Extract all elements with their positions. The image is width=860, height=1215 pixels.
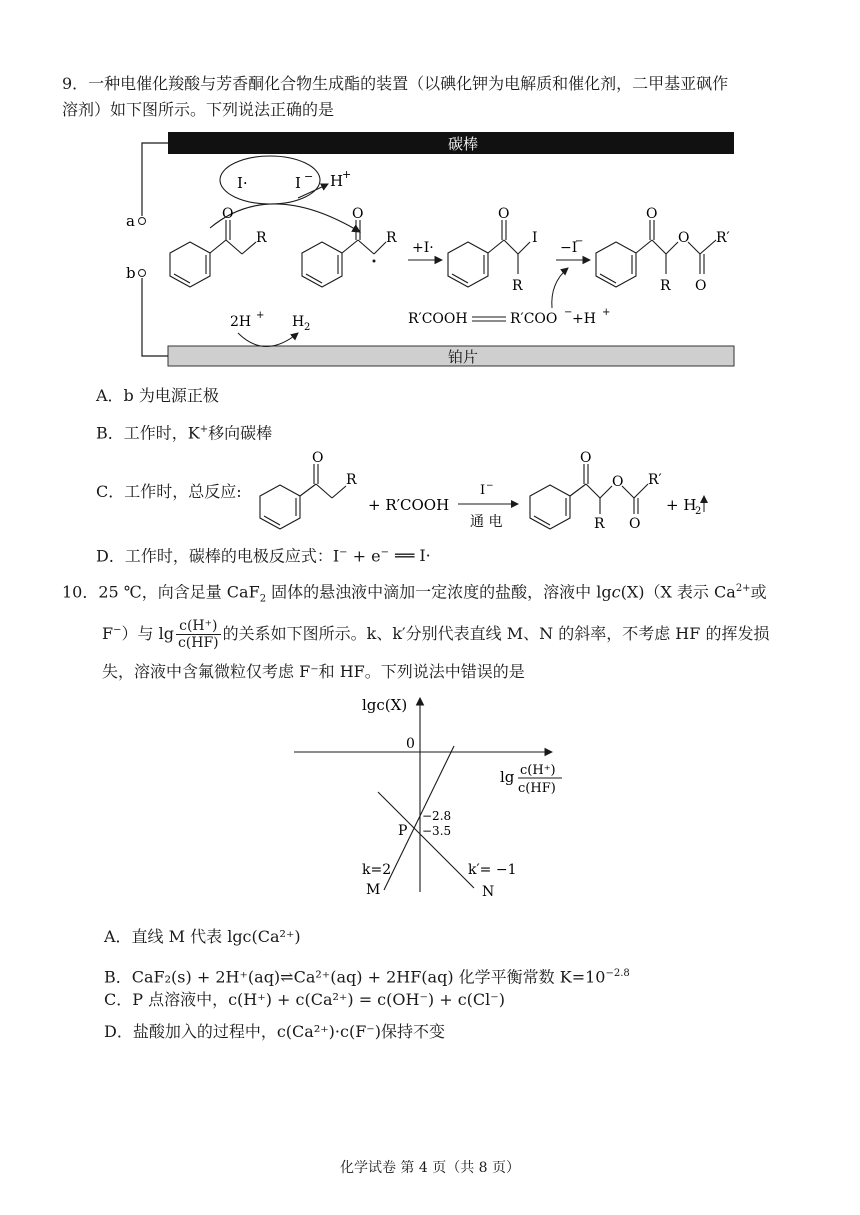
iodo-substituent: I xyxy=(532,230,538,246)
r-1: R xyxy=(256,230,267,246)
q10-stem-2b: ）与 lg xyxy=(121,624,174,643)
q10-option-c: C．P 点溶液中，c(H⁺) + c(Ca²⁺) = c(OH⁻) + c(Cl⁻) xyxy=(104,990,505,1009)
q9-option-d: D．工作时，碳棒的电极反应式：I− + e− ══ I· xyxy=(96,546,431,566)
q10-graph xyxy=(290,692,580,906)
svg-text:R: R xyxy=(346,472,357,488)
q10-stem-2c: 的关系如下图所示。k、k′分别代表直线 M、N 的斜率，不考虑 HF 的挥发损 xyxy=(222,624,770,643)
y-axis-label: lgc(X) xyxy=(362,696,408,714)
svg-text:2: 2 xyxy=(695,506,702,517)
q9-option-c-prefix: C．工作时，总反应: xyxy=(96,482,242,501)
o-4: O xyxy=(646,206,658,222)
r-2: R xyxy=(386,230,397,246)
iodide: I xyxy=(295,174,301,192)
r-3: R xyxy=(512,278,523,294)
q9-option-a: A．b 为电源正极 xyxy=(96,386,219,405)
wire-a xyxy=(142,143,168,216)
o-ester: O xyxy=(678,230,690,246)
q10-stem-line1: 10．25 ℃，向含足量 CaF$_2$ 固体的悬浊液中滴加一定浓度的盐酸，溶液中 lgc(X)（X 表示 $Ca^{2+}$或 xyxy=(62,582,767,605)
slope-N-label: k′= −1 xyxy=(468,862,517,878)
q10-stem-line3: 失，溶液中含氟微粒仅考虑 F⁻和 HF。下列说法中错误的是 xyxy=(102,662,525,681)
q10-option-d: D．盐酸加入的过程中，c(Ca²⁺)·c(F⁻)保持不变 xyxy=(104,1022,445,1041)
svg-text:O: O xyxy=(629,516,641,532)
plus-iodine-radical: +I· xyxy=(412,240,434,256)
wire-b xyxy=(142,278,168,356)
q9-option-d-main: D．工作时，碳棒的电极反应式：I xyxy=(96,546,340,566)
terminal-a-circle xyxy=(139,218,146,225)
terminal-b-circle xyxy=(139,270,146,277)
o-3: O xyxy=(498,206,510,222)
q10-stem-fraction: $\frac{c(H^+)}{c(HF)}$ xyxy=(177,618,219,651)
acid-right: R′COO xyxy=(510,311,558,327)
svg-text:+: + xyxy=(256,310,265,321)
svg-text:O: O xyxy=(580,450,592,466)
r-4: R xyxy=(660,278,671,294)
q10-option-b xyxy=(104,963,630,988)
svg-text:R′: R′ xyxy=(648,472,662,488)
svg-text:O: O xyxy=(312,450,324,466)
carbon-rod-label: 碳棒 xyxy=(447,135,479,153)
o-2: O xyxy=(352,206,364,222)
x-axis-num: c(H⁺) xyxy=(520,763,556,778)
svg-text:+: + xyxy=(342,168,352,181)
q10-stem-1d: (X)（X 表示 Ca xyxy=(620,582,736,602)
x-axis-den: c(HF) xyxy=(518,781,556,796)
c-catalyst: I xyxy=(480,483,486,498)
h2: H xyxy=(292,314,305,330)
svg-text:R: R xyxy=(594,516,605,532)
line-N-label: N xyxy=(482,884,495,900)
tick-upper: −2.8 xyxy=(422,809,452,823)
o-carbonyl: O xyxy=(695,278,707,294)
radical-molecule xyxy=(302,220,386,287)
q10-stem-1b: 固体的悬浊液中滴加一定浓度的盐酸，溶液中 lg xyxy=(266,582,612,602)
q10-stem-1e: 或 xyxy=(750,582,767,602)
q9-option-b: B．工作时，K+移向碳棒 xyxy=(96,423,273,443)
svg-text:O: O xyxy=(612,474,624,490)
q10-option-b-exp: −2.8 xyxy=(605,968,630,979)
svg-text:−: − xyxy=(304,170,314,183)
x-axis-prefix: lg xyxy=(500,768,515,786)
q9-stem-line2: 溶剂）如下图所示。下列说法正确的是 xyxy=(62,100,335,119)
c-condition: 通 电 xyxy=(470,514,503,530)
h-plus-top: H xyxy=(330,172,344,190)
ketone-molecule-1 xyxy=(170,220,256,287)
q10-stem-1a: 10．25 ℃，向含足量 CaF xyxy=(62,582,260,602)
point-P: P xyxy=(398,823,408,839)
terminal-b-label: b xyxy=(126,264,136,282)
q9-electrolysis-diagram xyxy=(120,128,740,374)
svg-text:−: − xyxy=(486,481,494,491)
two-h-plus: 2H xyxy=(230,314,252,330)
terminal-a-label: a xyxy=(126,212,135,230)
tick-lower: −3.5 xyxy=(422,824,452,838)
line-M-label: M xyxy=(366,882,381,898)
q9-option-d-product: ══ I· xyxy=(394,546,431,566)
svg-text:2: 2 xyxy=(304,322,311,333)
q9-stem-line1: 9．一种电催化羧酸与芳香酮化合物生成酯的装置（以碘化钾为电解质和催化剂，二甲基亚砜作 xyxy=(62,74,729,93)
reduction-arrow xyxy=(238,333,298,347)
iodo-intermediate xyxy=(448,220,530,287)
q10-option-a: A．直线 M 代表 lgc(Ca²⁺) xyxy=(104,927,301,946)
c-plus-acid: + R′COOH xyxy=(368,496,450,514)
q9-option-b-prefix: B．工作时，K xyxy=(96,423,200,443)
q10-stem-2a: F xyxy=(102,624,114,643)
q10-stem-line2: F−）与 lg $\frac{c(H^+)}{c(HF)}$ 的关系如下图所示。k、k′分别代表直线 M、N 的斜率，不考虑 HF 的挥发损 xyxy=(102,618,770,651)
q9-option-c-equation xyxy=(250,448,720,534)
c-h2: + H xyxy=(666,496,697,514)
minus-iodide: −I xyxy=(560,240,578,256)
o-1: O xyxy=(222,206,234,222)
page-footer: 化学试卷 第 4 页（共 8 页） xyxy=(339,1160,521,1176)
q9-option-d-tail: + e xyxy=(347,546,381,566)
q10-option-b-main: B．CaF₂(s) + 2H⁺(aq)⇌Ca²⁺(aq) + 2HF(aq) 化学平衡常数 K=10 xyxy=(104,967,606,987)
acid-tail: +H xyxy=(572,311,596,327)
platinum-plate-label: 铂片 xyxy=(447,348,479,366)
r-prime-4: R′ xyxy=(716,230,730,246)
acid-left: R′COOH xyxy=(408,311,468,327)
svg-text:−: − xyxy=(564,307,573,318)
svg-text:+: + xyxy=(602,307,611,318)
q9-option-b-suffix: 移向碳棒 xyxy=(208,423,273,443)
ester-product xyxy=(596,220,716,287)
origin-label: 0 xyxy=(406,736,415,752)
svg-text:−: − xyxy=(575,236,584,247)
iodine-radical: I· xyxy=(237,174,248,192)
q10-stem-1c: c xyxy=(611,582,621,602)
slope-M-label: k=2 xyxy=(362,862,392,878)
